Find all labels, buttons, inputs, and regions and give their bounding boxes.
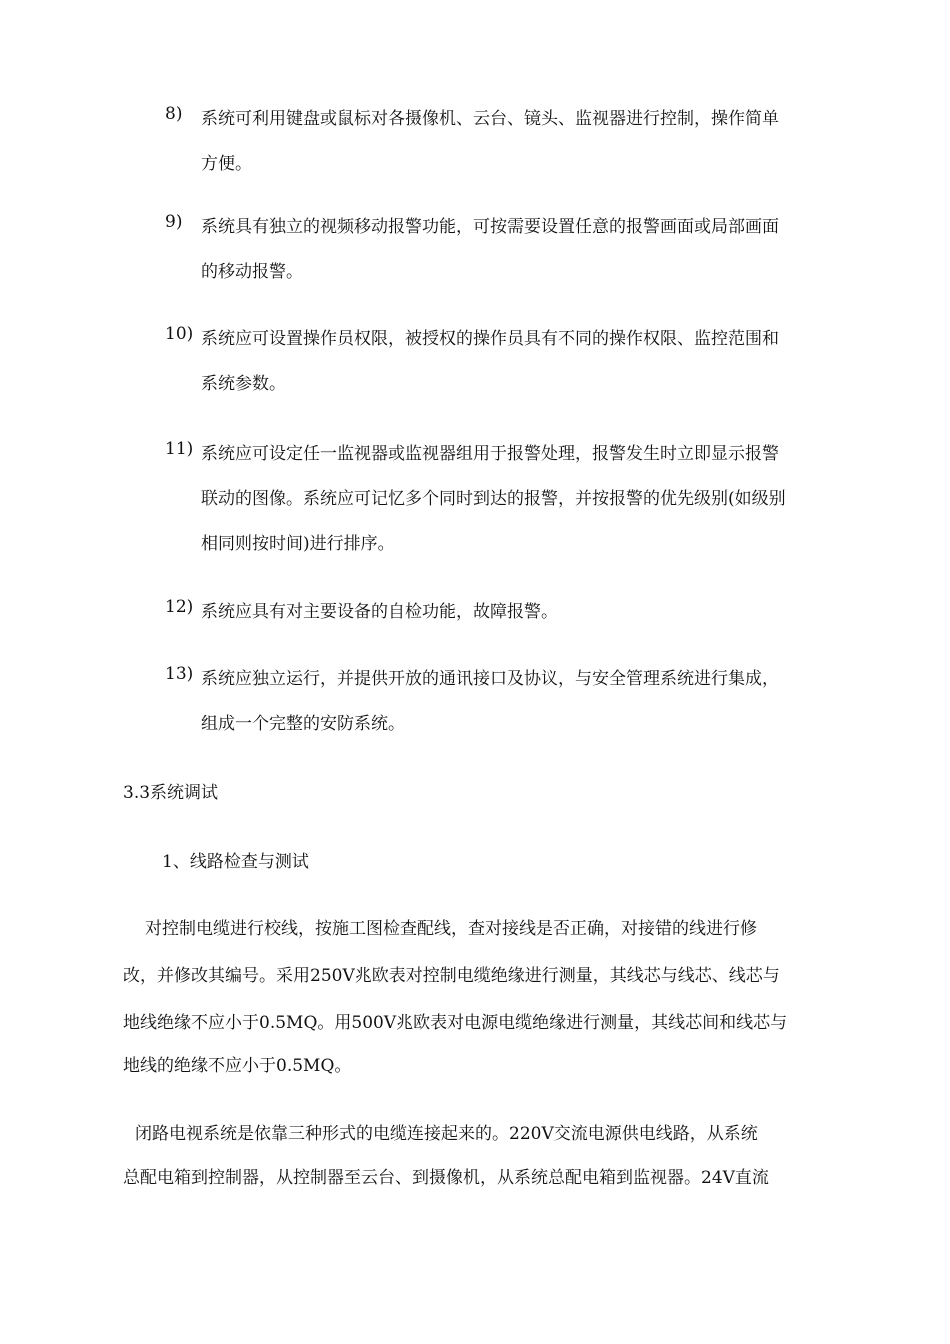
- list-item-text: 系统应可设置操作员权限，被授权的操作员具有不同的操作权限、监控范围和: [201, 329, 779, 349]
- sub-heading: 1、线路检查与测试: [162, 852, 309, 872]
- list-item-text: 的移动报警。: [201, 262, 303, 282]
- list-item-text: 系统应具有对主要设备的自检功能，故障报警。: [201, 602, 558, 622]
- section-heading: 3.3系统调试: [123, 783, 219, 803]
- list-item-text: 组成一个完整的安防系统。: [201, 714, 405, 734]
- list-item-text: 系统可利用键盘或鼠标对各摄像机、云台、镜头、监视器进行控制，操作简单: [201, 109, 779, 129]
- list-item-number: 9): [165, 212, 183, 232]
- list-item-text: 系统参数。: [201, 374, 286, 394]
- list-item-number: 13): [165, 664, 194, 684]
- list-item-number: 8): [165, 104, 183, 124]
- paragraph-line: 闭路电视系统是依靠三种形式的电缆连接起来的。220V交流电源供电线路，从系统: [135, 1124, 758, 1144]
- list-item-text: 系统具有独立的视频移动报警功能，可按需要设置任意的报警画面或局部画面: [201, 217, 779, 237]
- list-item-text: 方便。: [201, 154, 252, 174]
- paragraph-line: 地线的绝缘不应小于0.5MQ。: [123, 1056, 352, 1076]
- paragraph-line: 对控制电缆进行校线，按施工图检查配线，查对接线是否正确，对接错的线进行修: [145, 919, 757, 939]
- paragraph-line: 地线绝缘不应小于0.5MQ。用500V兆欧表对电源电缆绝缘进行测量，其线芯间和线芯与: [123, 1013, 788, 1033]
- list-item-number: 10): [165, 324, 194, 344]
- list-item-number: 12): [165, 597, 194, 617]
- list-item-text: 相同则按时间)进行排序。: [201, 534, 395, 554]
- list-item-text: 联动的图像。系统应可记忆多个同时到达的报警，并按报警的优先级别(如级别: [201, 489, 786, 509]
- paragraph-line: 总配电箱到控制器，从控制器至云台、到摄像机，从系统总配电箱到监视器。24V直流: [123, 1168, 769, 1188]
- list-item-text: 系统应可设定任一监视器或监视器组用于报警处理，报警发生时立即显示报警: [201, 444, 779, 464]
- list-item-text: 系统应独立运行，并提供开放的通讯接口及协议，与安全管理系统进行集成，: [201, 669, 779, 689]
- list-item-number: 11): [165, 439, 194, 459]
- paragraph-line: 改，并修改其编号。采用250V兆欧表对控制电缆绝缘进行测量，其线芯与线芯、线芯与: [123, 966, 780, 986]
